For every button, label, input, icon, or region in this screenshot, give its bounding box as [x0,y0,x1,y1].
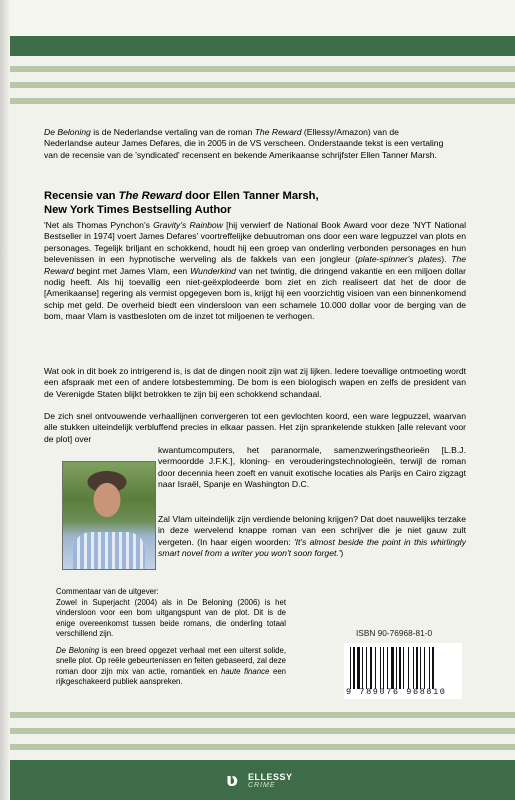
isbn-label: ISBN 90-76968-81-0 [356,628,433,638]
barcode-bar [429,647,430,689]
barcode-bar [366,647,367,689]
footer-stripe [10,744,515,750]
publisher-label: Commentaar van de uitgever: [56,587,159,596]
barcode-bars [350,647,456,689]
review-paragraph-3-continued: kwantumcomputers, het paranormale, samenzweringstheorieën [L.B.J. vermoordde J.F.K.], kloning- en verouderingstechnologieën, terwijl de roman door decennia heen zoeft en vanuit exotische locaties als Parijs en Cairo zigzagt naar Israël, Spanje en Washington D.C. [158,445,466,490]
barcode-bar [408,647,409,689]
barcode-bar [391,647,394,689]
barcode-bar [424,647,425,689]
barcode-bar [357,647,360,689]
author-shirt [73,532,145,569]
barcode-bar [399,647,401,689]
publisher-paragraph-2: De Beloning is een breed opgezet verhaal met een uiterst solide, snelle plot. Op reële gebeurtenissen en feiten gebaseerd, zal deze roman door zijn mix van actie, romantiek en haute finance een rijkgeschakeerd publiek aanspreken. [56,646,287,687]
review-paragraph-1: 'Net als Thomas Pynchon's Gravity's Rainbow [hij verwierf de National Book Award voor deze 'NYT National Bestseller in 1974] voert James Defares' voortreffelijke debuutroman ons door een ware legpuzzel van plots en personages. Tegelijk briljant en schokkend, houdt hij een groep van onderling verbonden personages en hun belevenissen in een hypnotische werveling als de fakkels van een jongleur (plate-spinner's plates). The Reward begint met James Vlam, een Wunderkind van net twintig, die dringend vakantie en een miljoen dollar nodig heeft. Als hij toevallig een niet-geëxplodeerde bom ziet en zich realiseert dat het de door de [Amerikaanse] regering als vermist opgegeven bom is, krijgt hij een voorzichtig visioen van een binnenkomend schip met geld. De overheid biedt een vindersloon van een schamele 10.000 dollar voor de berging van de bom, maar Vlam is vastbesloten om de inzet tot miljoenen te verhogen. [44,220,467,322]
barcode-bar [383,647,384,689]
header-stripe [10,98,515,104]
header-green-band [10,36,515,56]
header-stripe [10,66,515,72]
barcode-bar [380,647,381,689]
logo-name: ELLESSY [248,772,293,782]
barcode-bar [432,647,434,689]
page-edge [0,0,10,800]
barcode-bar [387,647,388,689]
footer-stripe [10,712,515,718]
logo-sub: CRIME [248,782,276,789]
review-paragraph-2: Wat ook in dit boek zo intrigerend is, is dat de dingen nooit zijn wat zij lijken. Iedere toevallige ontmoeting wordt een afspraak met een of andere lotsbestemming. De bom is een biologisch wapen en zelfs de president van de Verenigde Staten blijkt betrokken te zijn bij een schokkend schandaal. [44,366,466,399]
footer-stripe [10,728,515,734]
barcode-bar [420,647,421,689]
barcode-bar [396,647,397,689]
barcode-bar [403,647,404,689]
barcode-bar [413,647,414,689]
header-stripe [10,82,515,88]
review-heading: Recensie van The Reward door Ellen Tanner Marsh, New York Times Bestselling Author [44,190,319,216]
publisher-paragraph-1: Zowel in Superjacht (2004) als in De Beloning (2006) is het vindersloon voor een bom uitgangspunt van de plot. Dit is de enige overeenkomst tussen beide romans, die onderling totaal verschillend zijn. [56,598,286,639]
author-photo [62,461,156,570]
review-paragraph-3: De zich snel ontvouwende verhaallijnen convergeren tot een gevlochten koord, een ware legpuzzel, waarvan alle stukken uiteindelijk verbluffend precies in elkaar passen. Het zijn sprankelende stukken [alle relevant voor de plot] over [44,411,466,444]
review-paragraph-4: Zal Vlam uiteindelijk zijn verdiende beloning krijgen? Dat doet nauwelijks terzake in deze wervelend knappe roman van een schrijver die je niet gauw zult vergeten. (In haar eigen woorden: 'It's almost beside the point in this whirlingly smart novel from a writer you won't soon forget.') [158,514,466,559]
publisher-logo [226,770,326,792]
barcode-bar [370,647,372,689]
barcode-bar [353,647,355,689]
barcode [344,643,462,699]
intro-paragraph: De Beloning is de Nederlandse vertaling van de roman The Reward (Ellessy/Amazon) van de Nederlandse auteur James Defares, die in 2005 in de VS verscheen. Onderstaande tekst is een vertaling van de recensie van de 'syndicated' recensent en bekende Amerikaanse schrijfster Ellen Tanner Marsh. [44,127,444,160]
logo-mark-icon: ʋ [226,770,239,791]
barcode-bar [416,647,418,689]
barcode-bar [375,647,376,689]
barcode-bar [350,647,351,689]
top-band [10,0,515,36]
barcode-bar [362,647,363,689]
barcode-number: 9 789076 968810 [346,687,447,697]
